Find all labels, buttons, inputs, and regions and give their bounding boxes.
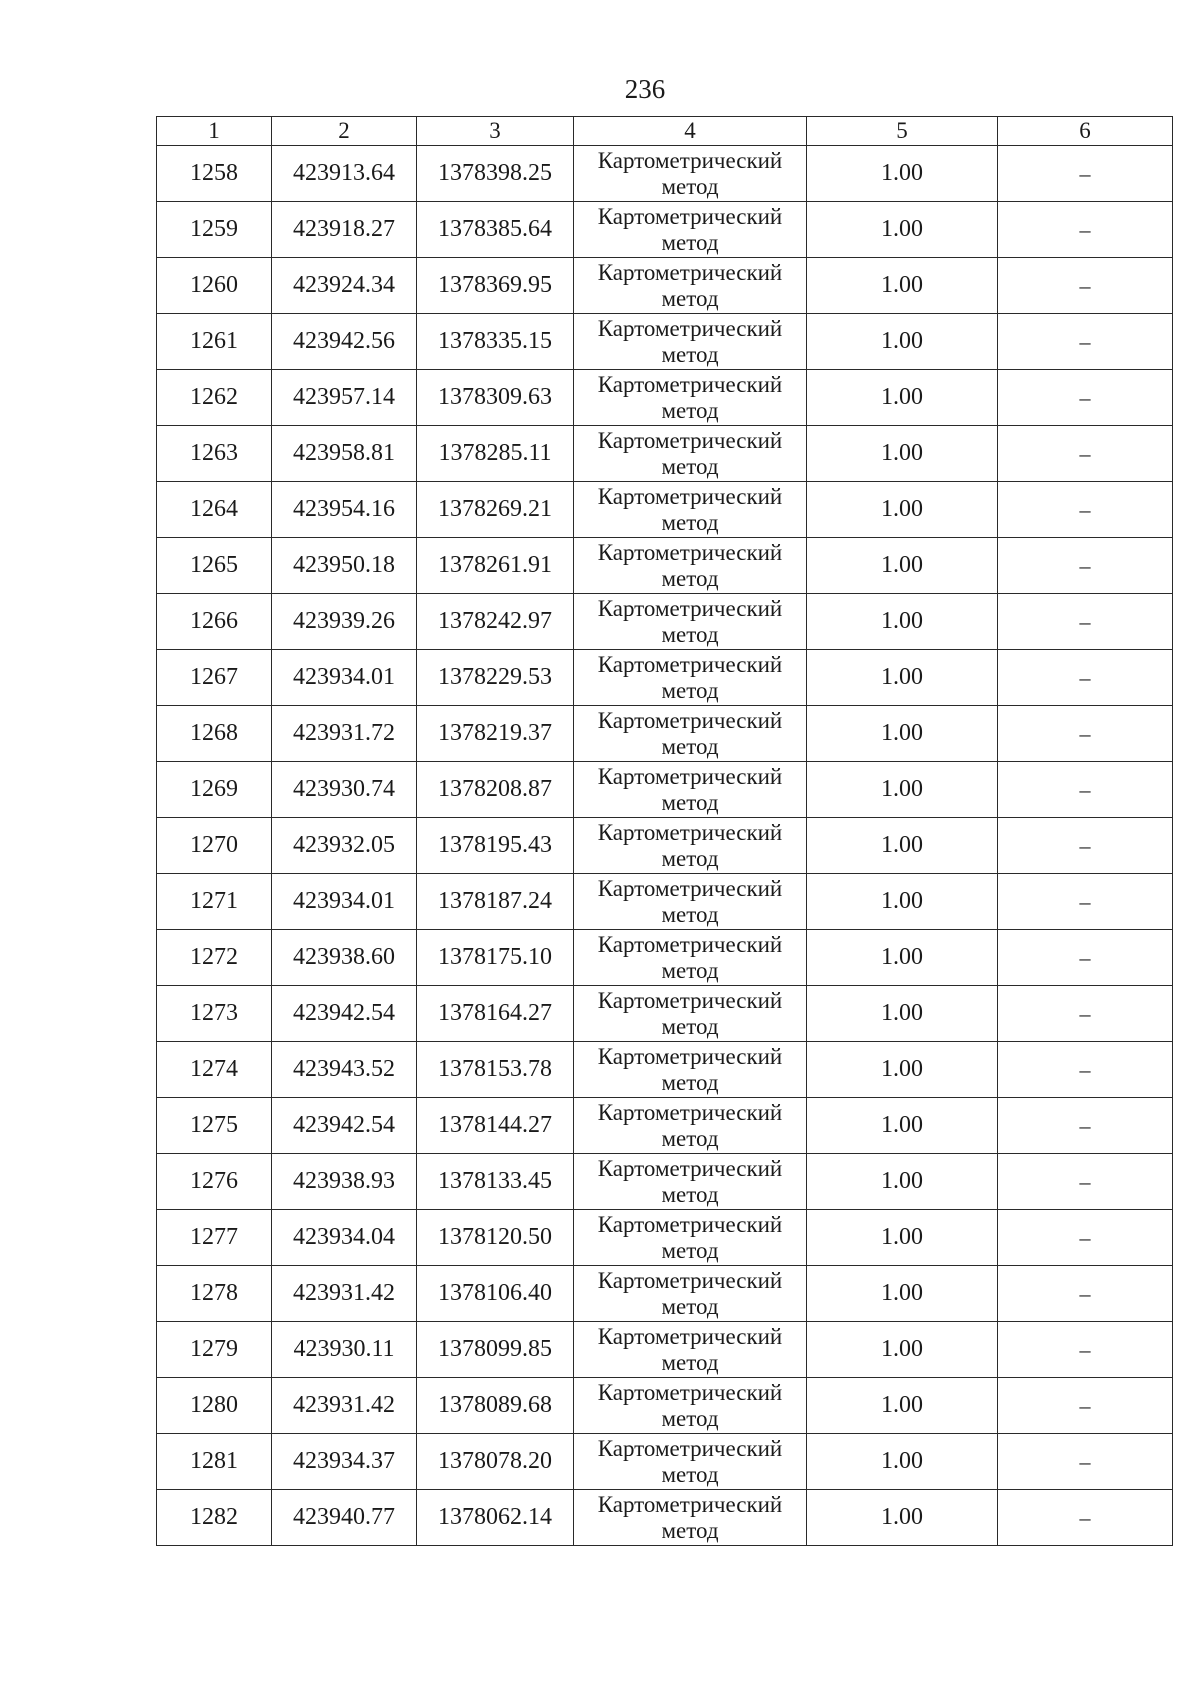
method-cell: [574, 202, 807, 258]
accuracy-cell: 1.00: [807, 1378, 998, 1434]
table-row: [157, 1490, 1173, 1546]
point-number-cell: 1264: [157, 482, 272, 538]
y-coordinate-cell: 1378269.21: [417, 482, 574, 538]
accuracy-cell: 1.00: [807, 482, 998, 538]
point-number-cell: 1277: [157, 1210, 272, 1266]
y-coordinate-cell: 1378335.15: [417, 314, 574, 370]
description-cell: –: [998, 1154, 1173, 1210]
x-coordinate-cell: 423957.14: [272, 370, 417, 426]
x-coordinate-cell: 423931.42: [272, 1378, 417, 1434]
table-row: [157, 538, 1173, 594]
x-coordinate-cell: 423934.04: [272, 1210, 417, 1266]
method-line-1: Картометрический: [597, 483, 783, 509]
accuracy-cell: 1.00: [807, 706, 998, 762]
method-line-1: Картометрический: [597, 707, 783, 733]
table-row: [157, 874, 1173, 930]
table-row: [157, 202, 1173, 258]
x-coordinate-cell: 423942.56: [272, 314, 417, 370]
method-line-1: Картометрический: [597, 259, 783, 285]
description-cell: –: [998, 1490, 1173, 1546]
description-cell: –: [998, 202, 1173, 258]
y-coordinate-cell: 1378133.45: [417, 1154, 574, 1210]
point-number-cell: 1260: [157, 258, 272, 314]
method-line-1: Картометрический: [597, 1211, 783, 1237]
y-coordinate-cell: 1378195.43: [417, 818, 574, 874]
point-number-cell: 1276: [157, 1154, 272, 1210]
table-row: [157, 762, 1173, 818]
method-line-2: метод: [661, 1517, 719, 1543]
point-number-cell: 1278: [157, 1266, 272, 1322]
method-cell: [574, 370, 807, 426]
method-line-2: метод: [661, 509, 719, 535]
page-number: 236: [624, 74, 666, 104]
method-cell: [574, 1154, 807, 1210]
x-coordinate-cell: 423942.54: [272, 986, 417, 1042]
accuracy-cell: 1.00: [807, 1490, 998, 1546]
method-line-2: метод: [661, 1237, 719, 1263]
x-coordinate-cell: 423934.01: [272, 650, 417, 706]
method-line-1: Картометрический: [597, 651, 783, 677]
method-line-1: Картометрический: [597, 875, 783, 901]
method-line-2: метод: [661, 789, 719, 815]
method-line-1: Картометрический: [597, 147, 783, 173]
method-line-2: метод: [661, 1069, 719, 1095]
x-coordinate-cell: 423943.52: [272, 1042, 417, 1098]
method-line-1: Картометрический: [597, 1155, 783, 1181]
method-line-1: Картометрический: [597, 1323, 783, 1349]
y-coordinate-cell: 1378309.63: [417, 370, 574, 426]
y-coordinate-cell: 1378153.78: [417, 1042, 574, 1098]
method-cell: [574, 1210, 807, 1266]
x-coordinate-cell: 423931.42: [272, 1266, 417, 1322]
accuracy-cell: 1.00: [807, 146, 998, 202]
y-coordinate-cell: 1378106.40: [417, 1266, 574, 1322]
table-row: [157, 1378, 1173, 1434]
description-cell: –: [998, 1210, 1173, 1266]
description-cell: –: [998, 1322, 1173, 1378]
method-line-1: Картометрический: [597, 931, 783, 957]
method-cell: [574, 1378, 807, 1434]
column-header-6: 6: [998, 117, 1173, 146]
accuracy-cell: 1.00: [807, 874, 998, 930]
method-line-2: метод: [661, 173, 719, 199]
method-line-1: Картометрический: [597, 819, 783, 845]
y-coordinate-cell: 1378369.95: [417, 258, 574, 314]
x-coordinate-cell: 423932.05: [272, 818, 417, 874]
accuracy-cell: 1.00: [807, 202, 998, 258]
description-cell: –: [998, 426, 1173, 482]
point-number-cell: 1269: [157, 762, 272, 818]
method-line-2: метод: [661, 1349, 719, 1375]
x-coordinate-cell: 423940.77: [272, 1490, 417, 1546]
method-line-1: Картометрический: [597, 1435, 783, 1461]
column-header-5: 5: [807, 117, 998, 146]
method-line-2: метод: [661, 733, 719, 759]
x-coordinate-cell: 423939.26: [272, 594, 417, 650]
table-row: [157, 1266, 1173, 1322]
point-number-cell: 1279: [157, 1322, 272, 1378]
method-line-1: Картометрический: [597, 987, 783, 1013]
method-cell: [574, 762, 807, 818]
method-line-1: Картометрический: [597, 1043, 783, 1069]
x-coordinate-cell: 423918.27: [272, 202, 417, 258]
y-coordinate-cell: 1378078.20: [417, 1434, 574, 1490]
description-cell: –: [998, 874, 1173, 930]
accuracy-cell: 1.00: [807, 1266, 998, 1322]
y-coordinate-cell: 1378261.91: [417, 538, 574, 594]
method-line-2: метод: [661, 397, 719, 423]
table-row: [157, 818, 1173, 874]
method-line-1: Картометрический: [597, 539, 783, 565]
accuracy-cell: 1.00: [807, 762, 998, 818]
point-number-cell: 1259: [157, 202, 272, 258]
method-line-1: Картометрический: [597, 1379, 783, 1405]
method-cell: [574, 874, 807, 930]
method-line-1: Картометрический: [597, 595, 783, 621]
method-line-1: Картометрический: [597, 1491, 783, 1517]
method-line-2: метод: [661, 1461, 719, 1487]
method-line-2: метод: [661, 621, 719, 647]
method-cell: [574, 930, 807, 986]
method-line-2: метод: [661, 957, 719, 983]
point-number-cell: 1275: [157, 1098, 272, 1154]
table-row: [157, 706, 1173, 762]
y-coordinate-cell: 1378229.53: [417, 650, 574, 706]
description-cell: –: [998, 146, 1173, 202]
column-header-1: 1: [157, 117, 272, 146]
method-line-2: метод: [661, 1405, 719, 1431]
table-row: [157, 426, 1173, 482]
y-coordinate-cell: 1378242.97: [417, 594, 574, 650]
method-cell: [574, 482, 807, 538]
point-number-cell: 1270: [157, 818, 272, 874]
column-header-3: 3: [417, 117, 574, 146]
method-line-2: метод: [661, 901, 719, 927]
point-number-cell: 1268: [157, 706, 272, 762]
description-cell: –: [998, 314, 1173, 370]
y-coordinate-cell: 1378120.50: [417, 1210, 574, 1266]
method-cell: [574, 1322, 807, 1378]
column-header-4: 4: [574, 117, 807, 146]
table-row: [157, 650, 1173, 706]
method-line-2: метод: [661, 1293, 719, 1319]
y-coordinate-cell: 1378187.24: [417, 874, 574, 930]
table-row: [157, 146, 1173, 202]
method-cell: [574, 1042, 807, 1098]
point-number-cell: 1262: [157, 370, 272, 426]
y-coordinate-cell: 1378208.87: [417, 762, 574, 818]
method-line-1: Картометрический: [597, 763, 783, 789]
accuracy-cell: 1.00: [807, 930, 998, 986]
point-number-cell: 1273: [157, 986, 272, 1042]
method-cell: [574, 706, 807, 762]
method-line-2: метод: [661, 285, 719, 311]
table-row: [157, 258, 1173, 314]
point-number-cell: 1274: [157, 1042, 272, 1098]
point-number-cell: 1282: [157, 1490, 272, 1546]
description-cell: –: [998, 594, 1173, 650]
table-row: [157, 314, 1173, 370]
table-row: [157, 370, 1173, 426]
description-cell: –: [998, 818, 1173, 874]
x-coordinate-cell: 423913.64: [272, 146, 417, 202]
method-line-2: метод: [661, 677, 719, 703]
method-line-1: Картометрический: [597, 315, 783, 341]
table-row: [157, 986, 1173, 1042]
description-cell: –: [998, 1434, 1173, 1490]
x-coordinate-cell: 423942.54: [272, 1098, 417, 1154]
method-cell: [574, 818, 807, 874]
point-number-cell: 1272: [157, 930, 272, 986]
method-cell: [574, 1266, 807, 1322]
point-number-cell: 1267: [157, 650, 272, 706]
method-line-2: метод: [661, 1181, 719, 1207]
x-coordinate-cell: 423930.11: [272, 1322, 417, 1378]
point-number-cell: 1280: [157, 1378, 272, 1434]
point-number-cell: 1263: [157, 426, 272, 482]
accuracy-cell: 1.00: [807, 538, 998, 594]
method-cell: [574, 986, 807, 1042]
accuracy-cell: 1.00: [807, 1434, 998, 1490]
table-row: [157, 594, 1173, 650]
accuracy-cell: 1.00: [807, 986, 998, 1042]
coordinates-table: [156, 116, 1173, 1546]
method-cell: [574, 1490, 807, 1546]
description-cell: –: [998, 482, 1173, 538]
method-line-1: Картометрический: [597, 1099, 783, 1125]
accuracy-cell: 1.00: [807, 1098, 998, 1154]
method-line-1: Картометрический: [597, 371, 783, 397]
header-row: [157, 117, 1173, 146]
description-cell: –: [998, 1098, 1173, 1154]
description-cell: –: [998, 370, 1173, 426]
method-line-2: метод: [661, 565, 719, 591]
x-coordinate-cell: 423934.37: [272, 1434, 417, 1490]
y-coordinate-cell: 1378062.14: [417, 1490, 574, 1546]
method-cell: [574, 314, 807, 370]
table-row: [157, 1210, 1173, 1266]
table-row: [157, 1098, 1173, 1154]
y-coordinate-cell: 1378144.27: [417, 1098, 574, 1154]
method-line-2: метод: [661, 453, 719, 479]
method-cell: [574, 650, 807, 706]
description-cell: –: [998, 1378, 1173, 1434]
method-cell: [574, 258, 807, 314]
point-number-cell: 1281: [157, 1434, 272, 1490]
y-coordinate-cell: 1378398.25: [417, 146, 574, 202]
description-cell: –: [998, 762, 1173, 818]
method-cell: [574, 146, 807, 202]
accuracy-cell: 1.00: [807, 258, 998, 314]
accuracy-cell: 1.00: [807, 1042, 998, 1098]
x-coordinate-cell: 423930.74: [272, 762, 417, 818]
table-row: [157, 482, 1173, 538]
y-coordinate-cell: 1378089.68: [417, 1378, 574, 1434]
method-line-1: Картометрический: [597, 203, 783, 229]
description-cell: –: [998, 706, 1173, 762]
accuracy-cell: 1.00: [807, 426, 998, 482]
y-coordinate-cell: 1378175.10: [417, 930, 574, 986]
accuracy-cell: 1.00: [807, 650, 998, 706]
method-cell: [574, 426, 807, 482]
description-cell: –: [998, 930, 1173, 986]
coordinates-table-container: [156, 116, 1172, 1546]
x-coordinate-cell: 423950.18: [272, 538, 417, 594]
accuracy-cell: 1.00: [807, 1322, 998, 1378]
x-coordinate-cell: 423938.60: [272, 930, 417, 986]
method-line-2: метод: [661, 1125, 719, 1151]
x-coordinate-cell: 423938.93: [272, 1154, 417, 1210]
x-coordinate-cell: 423934.01: [272, 874, 417, 930]
table-row: [157, 1322, 1173, 1378]
x-coordinate-cell: 423931.72: [272, 706, 417, 762]
method-cell: [574, 538, 807, 594]
method-line-2: метод: [661, 845, 719, 871]
y-coordinate-cell: 1378219.37: [417, 706, 574, 762]
table-header: [157, 117, 1173, 146]
accuracy-cell: 1.00: [807, 370, 998, 426]
method-line-1: Картометрический: [597, 427, 783, 453]
accuracy-cell: 1.00: [807, 818, 998, 874]
accuracy-cell: 1.00: [807, 314, 998, 370]
point-number-cell: 1271: [157, 874, 272, 930]
method-cell: [574, 1434, 807, 1490]
accuracy-cell: 1.00: [807, 1154, 998, 1210]
description-cell: –: [998, 1266, 1173, 1322]
y-coordinate-cell: 1378385.64: [417, 202, 574, 258]
x-coordinate-cell: 423958.81: [272, 426, 417, 482]
point-number-cell: 1265: [157, 538, 272, 594]
column-header-2: 2: [272, 117, 417, 146]
method-line-2: метод: [661, 229, 719, 255]
method-cell: [574, 594, 807, 650]
table-row: [157, 930, 1173, 986]
description-cell: –: [998, 538, 1173, 594]
description-cell: –: [998, 258, 1173, 314]
method-line-2: метод: [661, 1013, 719, 1039]
accuracy-cell: 1.00: [807, 1210, 998, 1266]
y-coordinate-cell: 1378164.27: [417, 986, 574, 1042]
method-line-1: Картометрический: [597, 1267, 783, 1293]
description-cell: –: [998, 986, 1173, 1042]
y-coordinate-cell: 1378099.85: [417, 1322, 574, 1378]
point-number-cell: 1258: [157, 146, 272, 202]
accuracy-cell: 1.00: [807, 594, 998, 650]
table-body: [157, 146, 1173, 1546]
description-cell: –: [998, 1042, 1173, 1098]
table-row: [157, 1154, 1173, 1210]
method-line-2: метод: [661, 341, 719, 367]
y-coordinate-cell: 1378285.11: [417, 426, 574, 482]
table-row: [157, 1042, 1173, 1098]
description-cell: –: [998, 650, 1173, 706]
x-coordinate-cell: 423924.34: [272, 258, 417, 314]
method-cell: [574, 1098, 807, 1154]
table-row: [157, 1434, 1173, 1490]
point-number-cell: 1261: [157, 314, 272, 370]
x-coordinate-cell: 423954.16: [272, 482, 417, 538]
point-number-cell: 1266: [157, 594, 272, 650]
